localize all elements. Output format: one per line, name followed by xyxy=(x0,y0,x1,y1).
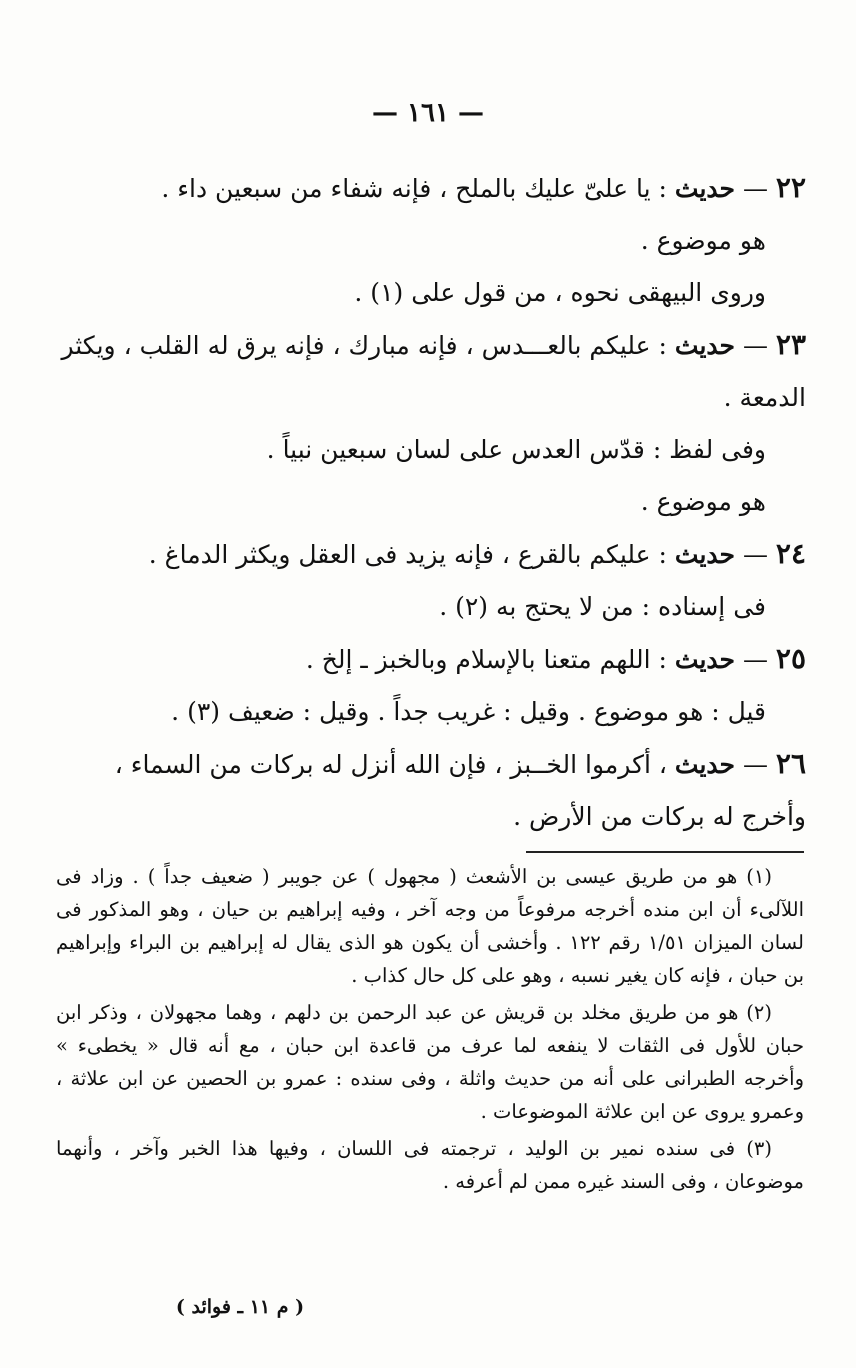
signature-mark: ( م ١١ ـ فوائد ) xyxy=(175,1296,305,1318)
footnotes xyxy=(56,860,804,1202)
entry-text: أكرموا الخــبز ، فإن الله أنزل له بركات من السماء ، وأخرج له بركات من الأرض . xyxy=(114,750,806,831)
grading-line: قيل : هو موضوع . وقيل : غريب جداً . وقيل : ضعيف (٣) . xyxy=(171,697,766,726)
hadith-label: حديث xyxy=(674,174,736,203)
grading-line: هو موضوع . xyxy=(640,226,766,255)
entry-text: عليكم بالقرع ، فإنه يزيد فى العقل ويكثر الدماغ . xyxy=(148,540,651,569)
grading-line: هو موضوع . xyxy=(640,487,766,516)
entry-text: عليكم بالعـــدس ، فإنه مبارك ، فإنه يرق له القلب ، ويكثر الدمعة . xyxy=(61,331,806,412)
hadith-entry-22: ٢٢ — حديث : يا علىّ عليك بالملح ، فإنه شفاء من سبعين داء . xyxy=(161,171,806,204)
main-text xyxy=(46,162,806,843)
hadith-entry-23: ٢٣ — حديث : عليكم بالعـــدس ، فإنه مبارك ، فإنه يرق له القلب ، ويكثر الدمعة . xyxy=(61,328,806,412)
entry-number: ٢٥ xyxy=(775,642,806,675)
hadith-label: حديث xyxy=(674,331,736,360)
page-number: — ١٦١ — xyxy=(371,98,485,128)
entry-number: ٢٤ xyxy=(775,537,806,570)
hadith-label: حديث xyxy=(674,750,736,779)
footnote-separator xyxy=(526,851,804,853)
hadith-entry-25: ٢٥ — حديث : اللهم متعنا بالإسلام وبالخبز ـ إلخ . xyxy=(305,642,806,675)
entry-text: يا علىّ عليك بالملح ، فإنه شفاء من سبعين داء . xyxy=(161,174,651,203)
hadith-label: حديث xyxy=(674,540,736,569)
entry-number: ٢٣ xyxy=(775,328,806,361)
entry-number: ٢٦ xyxy=(775,747,806,780)
narration-line: وروى البيهقى نحوه ، من قول على (١) . xyxy=(354,278,766,307)
footnote-1: (١) هو من طريق عيسى بن الأشعث ( مجهول ) عن جويبر ( ضعيف جداً ) . وزاد فى اللآلىء أن ابن منده أخرجه مرفوعاً من وجه آخر ، وفيه إبراهيم بن حيان ، وهو المذكور فى لسان الميزان ١/٥١ رقم ١٢٢ . وأخشى أن يكون هو الذى يقال له إبراهيم بن البراء وإبراهيم بن حبان ، فإنه كان يغير نسبه ، وهو على كل حال كذاب . xyxy=(56,865,804,987)
footnote-3: (٣) فى سنده نمير بن الوليد ، ترجمته فى اللسان ، وفيها هذا الخبر وآخر ، وأنهما موضوعان ، وفى السند غيره ممن لم أعرفه . xyxy=(56,1137,804,1193)
variant-line: وفى لفظ : قدّس العدس على لسان سبعين نبياً . xyxy=(266,435,766,464)
hadith-entry-26: ٢٦ — حديث ، أكرموا الخــبز ، فإن الله أنزل له بركات من السماء ، وأخرج له بركات من الأرض . xyxy=(114,747,806,831)
hadith-entry-24: ٢٤ — حديث : عليكم بالقرع ، فإنه يزيد فى العقل ويكثر الدماغ . xyxy=(148,537,806,570)
entry-number: ٢٢ xyxy=(775,171,806,204)
hadith-label: حديث xyxy=(674,645,736,674)
footnote-2: (٢) هو من طريق مخلد بن قريش عن عبد الرحمن بن دلهم ، وهما مجهولان ، وذكر ابن حبان للأول فى الثقات لا ينفعه لما عرف من قاعدة ابن حبان ، مع أنه قال « يخطىء » وأخرجه الطبرانى على أنه من حديث واثلة ، وفى سنده : عمرو بن الحصين عن ابن علاثة ، وعمرو يروى عن ابن علاثة الموضوعات . xyxy=(56,1001,804,1123)
entry-text: اللهم متعنا بالإسلام وبالخبز ـ إلخ . xyxy=(305,645,651,674)
isnad-line: فى إسناده : من لا يحتج به (٢) . xyxy=(439,592,766,621)
